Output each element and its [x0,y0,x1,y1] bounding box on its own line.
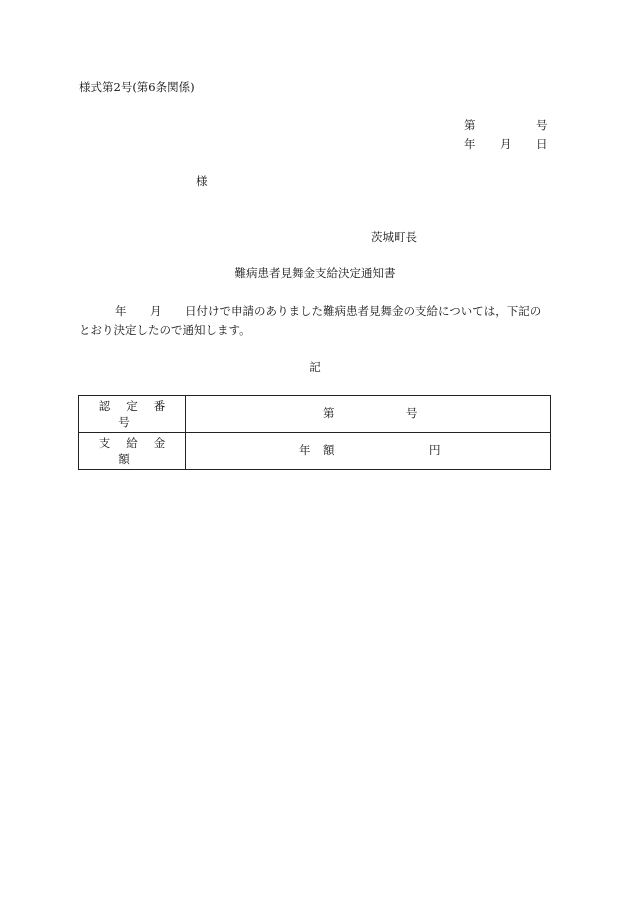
addressee-honorific: 様 [196,174,208,188]
date-day-label: 日 [536,137,548,151]
issuer-name: 茨城町長 [371,230,417,244]
table-row-payment [79,433,551,470]
body-year-label: 年 [115,304,127,318]
date-month-label: 月 [500,137,512,151]
body-line-1-text: 日付けで申請のありました難病患者見舞金の支給については，下記の [185,304,542,318]
value-certification-number [186,396,551,433]
certification-suffix: 号 [406,406,418,420]
label-payment-amount [79,433,186,470]
table-row-certification [79,396,551,433]
body-month-label: 月 [150,304,162,318]
body-line-2: とおり決定したので通知します。 [79,323,251,337]
value-payment-amount [186,433,551,470]
label-certification-number-text: 認定番号 [98,399,182,429]
document-number-suffix: 号 [536,118,548,132]
payment-amount-label: 額 [323,443,335,457]
payment-year-label: 年 [299,443,311,457]
label-certification-number [79,396,186,433]
details-table [78,395,551,470]
document-number-prefix: 第 [464,118,476,132]
ki-heading: 記 [309,360,321,374]
document-title: 難病患者見舞金支給決定通知書 [234,266,396,280]
payment-yen-label: 円 [429,443,441,457]
label-payment-amount-text: 支給金額 [98,436,182,466]
certification-prefix: 第 [323,406,335,420]
date-year-label: 年 [464,137,476,151]
form-identifier: 様式第2号(第6条関係) [79,80,195,94]
